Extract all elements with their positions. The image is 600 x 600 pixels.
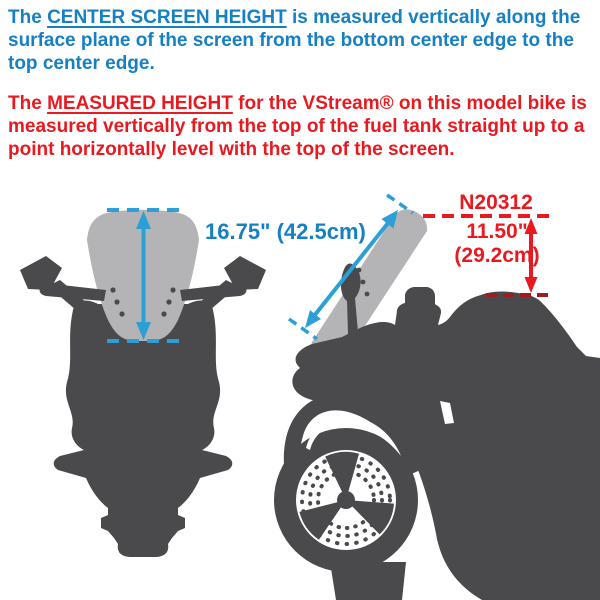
center-screen-height-paragraph bbox=[8, 6, 596, 76]
paragraph-text: The bbox=[8, 7, 48, 28]
paragraph-text: The bbox=[8, 93, 48, 114]
paragraph-text: for the VStream® on this model bike is measured vertically from the top of the fuel tank straight up to a point horizontally level with the top of the screen. bbox=[8, 93, 587, 161]
center-screen-height-term: CENTER SCREEN HEIGHT bbox=[47, 7, 287, 28]
measured-height-cm: (29.2cm) bbox=[454, 244, 540, 268]
part-number-label: N20312 bbox=[459, 191, 533, 214]
paragraph-text: is measured vertically along the surface plane of the screen from the bottom center edge to the top center edge. bbox=[8, 7, 581, 75]
measured-height-arrowhead-down bbox=[525, 277, 538, 293]
measured-height-value-label bbox=[438, 220, 556, 268]
measured-height-inches: 11.50" bbox=[466, 220, 528, 243]
measured-height-term: MEASURED HEIGHT bbox=[47, 93, 233, 114]
measured-height-paragraph bbox=[8, 92, 596, 162]
screen-height-value-label: 16.75" (42.5cm) bbox=[205, 219, 366, 244]
